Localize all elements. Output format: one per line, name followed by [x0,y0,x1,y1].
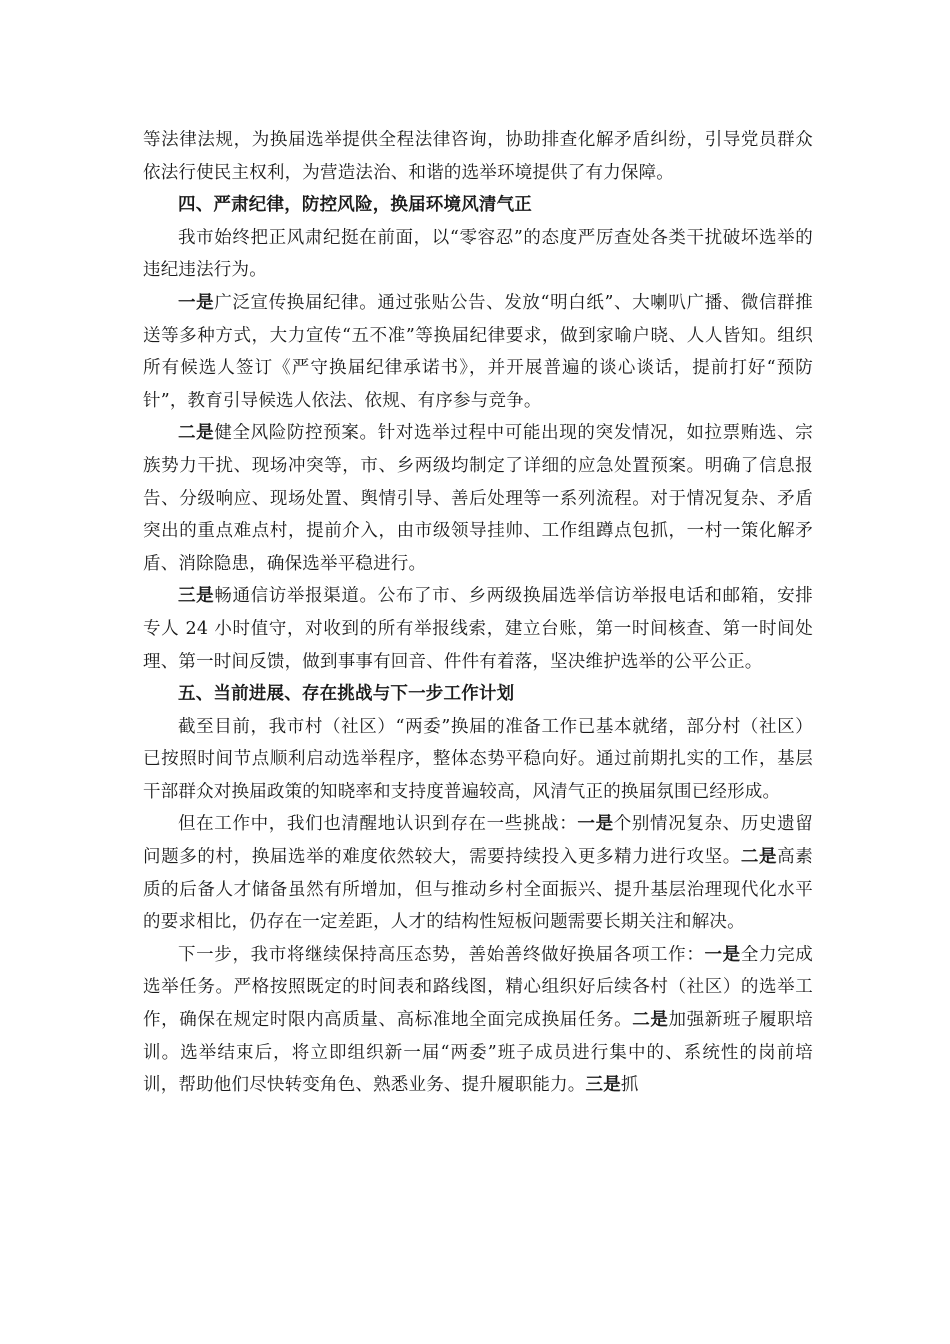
lead-label: 三是 [178,586,215,607]
paragraph-discipline-intro: 我市始终把正风肃纪挺在前面，以“零容忍”的态度严厉查处各类干扰破坏选举的违纪违法行为。 [143,227,813,281]
paragraph-progress: 截至目前，我市村（社区）“两委”换届的准备工作已基本就绪，部分村（社区）已按照时间节点顺利启动选举程序，整体态势平稳向好。通过前期扎实的工作，基层干部群众对换届政策的知晓率和支持度普遍较高，风清气正的换届氛围已经形成。 [143,716,813,802]
paragraph-challenges: 但在工作中，我们也清醒地认识到存在一些挑战：一是个别情况复杂、历史遗留问题多的村，换届选举的难度依然较大，需要持续投入更多精力进行攻坚。二是高素质的后备人才储备虽然有所增加，但与推动乡村全面振兴、提升基层治理现代化水平的要求相比，仍存在一定差距，人才的结构性短板问题需要长期关注和解决。 [143,814,813,933]
section-heading-5: 五、当前进展、存在挑战与下一步工作计划 [178,684,515,705]
lead-label: 三是 [585,1075,621,1096]
paragraph-point-two: 二是健全风险防控预案。针对选举过程中可能出现的突发情况，如拉票贿选、宗族势力干扰、现场冲突等，市、乡两级均制定了详细的应急处置预案。明确了信息报告、分级响应、现场处置、舆情引导、善后处理等一系列流程。对于情况复杂、矛盾突出的重点难点村，提前介入，由市级领导挂帅、工作组蹲点包抓，一村一策化解矛盾、消除隐患，确保选举平稳进行。 [143,423,813,574]
lead-label: 一是 [178,292,215,313]
lead-label: 一是 [704,944,741,965]
paragraph-next-steps: 下一步，我市将继续保持高压态势，善始善终做好换届各项工作：一是全力完成选举任务。严格按照既定的时间表和路线图，精心组织好后续各村（社区）的选举工作，确保在规定时限内高质量、高标准地全面完成换届任务。二是加强新班子履职培训。选举结束后，将立即组织新一届“两委”班子成员进行集中的、系统性的岗前培训，帮助他们尽快转变角色、熟悉业务、提升履职能力。三是抓 [143,944,814,1096]
lead-label: 二是 [740,847,778,868]
lead-label: 二是 [178,423,215,444]
section-heading-4: 四、严肃纪律，防控风险，换届环境风清气正 [178,195,532,216]
document-page [143,124,813,1102]
lead-label: 一是 [577,814,614,835]
paragraph-point-three: 三是畅通信访举报渠道。公布了市、乡两级换届选举信访举报电话和邮箱，安排专人 24 小时值守，对收到的所有举报线索，建立台账，第一时间核查、第一时间处理、第一时间反馈，做到事事有回音、件件有着落，坚决维护选举的公平公正。 [143,586,813,672]
paragraph-legal-support: 等法律法规，为换届选举提供全程法律咨询，协助排查化解矛盾纠纷，引导党员群众依法行使民主权利，为营造法治、和谐的选举环境提供了有力保障。 [143,130,813,183]
paragraph-point-one: 一是广泛宣传换届纪律。通过张贴公告、发放“明白纸”、大喇叭广播、微信群推送等多种方式，大力宣传“五不准”等换届纪律要求，做到家喻户晓、人人皆知。组织所有候选人签订《严守换届纪律承诺书》，并开展普遍的谈心谈话，提前打好“预防针”，教育引导候选人依法、依规、有序参与竞争。 [143,292,813,411]
lead-label: 二是 [632,1010,669,1031]
